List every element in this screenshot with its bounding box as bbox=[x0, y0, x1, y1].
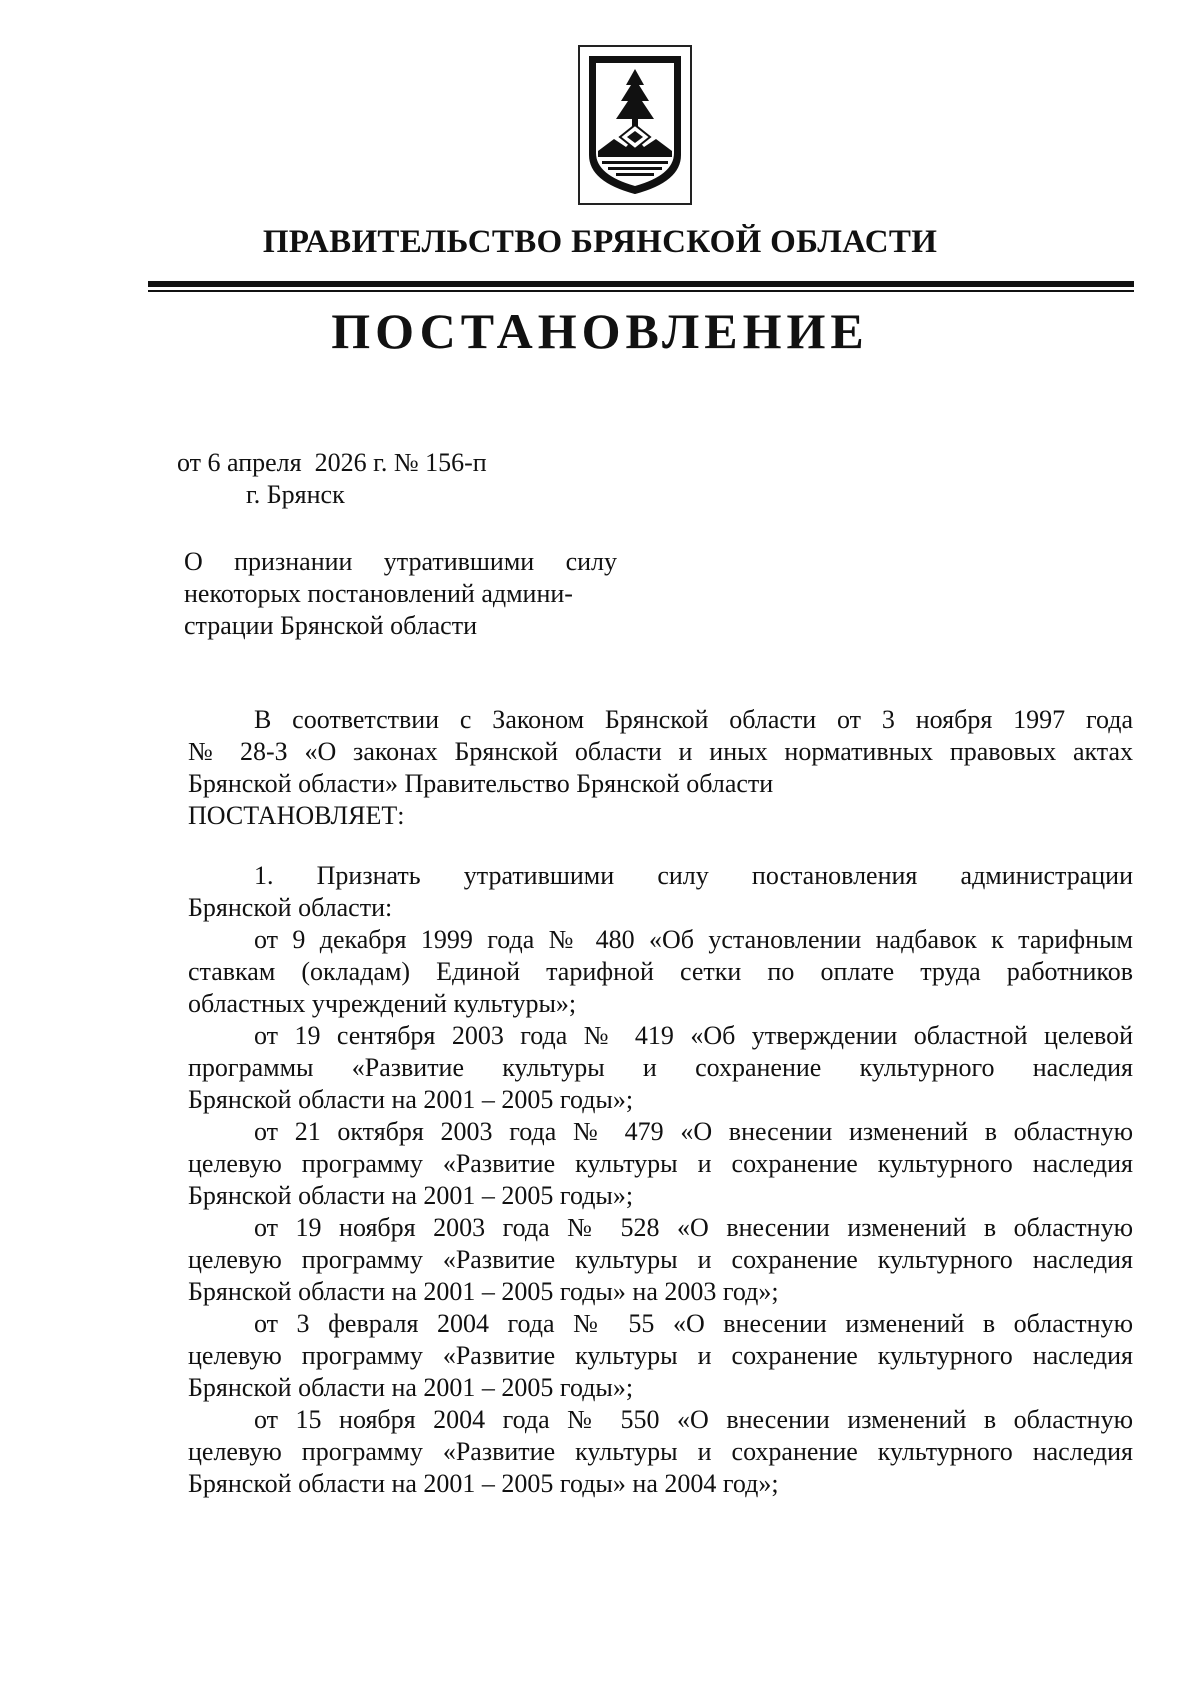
document-body bbox=[188, 704, 1133, 1500]
clause-line: 1. Признать утратившими силу постановления администрации bbox=[254, 861, 1133, 890]
document-date-number: от 6 апреля 2026 г. № 156-п bbox=[177, 448, 487, 477]
act-line: Брянской области на 2001 – 2005 годы» на 2004 год»; bbox=[188, 1469, 779, 1498]
subject-line: О признании утратившими силу bbox=[184, 547, 617, 576]
act-line: Брянской области на 2001 – 2005 годы»; bbox=[188, 1085, 634, 1114]
act-line: от 19 сентября 2003 года № 419 «Об утверждении областной целевой bbox=[254, 1021, 1133, 1050]
act-line: от 9 декабря 1999 года № 480 «Об установлении надбавок к тарифным bbox=[254, 925, 1133, 954]
preamble-line: В соответствии с Законом Брянской области от 3 ноября 1997 года bbox=[254, 705, 1133, 734]
government-title: ПРАВИТЕЛЬСТВО БРЯНСКОЙ ОБЛАСТИ bbox=[262, 224, 938, 260]
subject-line: страции Брянской области bbox=[184, 611, 477, 640]
coat-of-arms-icon bbox=[578, 45, 692, 205]
act-line: от 15 ноября 2004 года № 550 «О внесении изменений в областную bbox=[254, 1405, 1133, 1434]
preamble-line: Брянской области» Правительство Брянской области bbox=[188, 769, 774, 798]
act-line: целевую программу «Развитие культуры и сохранение культурного наследия bbox=[188, 1245, 1133, 1274]
act-line: Брянской области на 2001 – 2005 годы»; bbox=[188, 1181, 634, 1210]
document-subject bbox=[184, 546, 617, 642]
header-divider-thin bbox=[148, 290, 1134, 292]
act-line: целевую программу «Развитие культуры и сохранение культурного наследия bbox=[188, 1437, 1133, 1466]
spacer bbox=[188, 832, 1133, 860]
preamble-line: № 28-З «О законах Брянской области и иных нормативных правовых актах bbox=[188, 737, 1133, 766]
act-line: ставкам (окладам) Единой тарифной сетки по оплате труда работников bbox=[188, 957, 1133, 986]
decree-word: ПОСТАНОВЛЯЕТ: bbox=[188, 801, 405, 830]
act-line: целевую программу «Развитие культуры и сохранение культурного наследия bbox=[188, 1149, 1133, 1178]
act-line: от 21 октября 2003 года № 479 «О внесении изменений в областную bbox=[254, 1117, 1133, 1146]
document-city: г. Брянск bbox=[246, 480, 345, 509]
act-line: от 3 февраля 2004 года № 55 «О внесении изменений в областную bbox=[254, 1309, 1133, 1338]
act-line: Брянской области на 2001 – 2005 годы»; bbox=[188, 1373, 634, 1402]
act-line: программы «Развитие культуры и сохранение культурного наследия bbox=[188, 1053, 1133, 1082]
document-type-heading: ПОСТАНОВЛЕНИЕ bbox=[331, 303, 869, 359]
clause-line: Брянской области: bbox=[188, 893, 393, 922]
header-divider-thick bbox=[148, 281, 1134, 287]
act-line: областных учреждений культуры»; bbox=[188, 989, 577, 1018]
act-line: от 19 ноября 2003 года № 528 «О внесении изменений в областную bbox=[254, 1213, 1133, 1242]
act-line: целевую программу «Развитие культуры и сохранение культурного наследия bbox=[188, 1341, 1133, 1370]
act-line: Брянской области на 2001 – 2005 годы» на 2003 год»; bbox=[188, 1277, 779, 1306]
subject-line: некоторых постановлений админи- bbox=[184, 579, 573, 608]
